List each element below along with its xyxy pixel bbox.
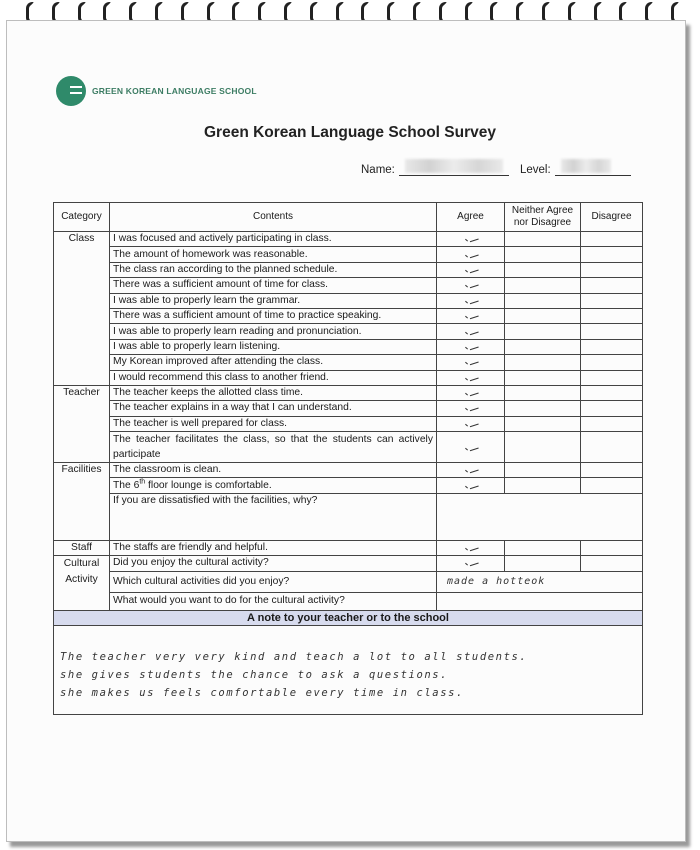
checkmark-icon bbox=[466, 235, 476, 241]
agree-cell[interactable] bbox=[437, 339, 505, 354]
table-row bbox=[54, 293, 643, 308]
neither-cell[interactable] bbox=[505, 556, 581, 571]
checkmark-icon bbox=[466, 466, 476, 472]
checkmark-icon bbox=[466, 297, 476, 303]
survey-title: Green Korean Language School Survey bbox=[204, 124, 496, 141]
level-field bbox=[520, 163, 631, 176]
header-row bbox=[54, 203, 643, 232]
answer-cell[interactable] bbox=[437, 571, 643, 592]
question-text: The teacher facilitates the class, so that the students can actively participate bbox=[110, 432, 437, 463]
level-label: Level: bbox=[520, 164, 551, 176]
agree-cell[interactable] bbox=[437, 324, 505, 339]
neither-cell[interactable] bbox=[505, 308, 581, 323]
table-row bbox=[54, 556, 643, 571]
checkmark-icon bbox=[466, 444, 476, 450]
disagree-header: Disagree bbox=[581, 203, 643, 232]
neither-cell[interactable] bbox=[505, 293, 581, 308]
question-text: I would recommend this class to another friend. bbox=[110, 370, 437, 385]
agree-cell[interactable] bbox=[437, 432, 505, 463]
table-row bbox=[54, 540, 643, 555]
name-label: Name: bbox=[361, 164, 395, 176]
disagree-cell[interactable] bbox=[581, 556, 643, 571]
disagree-cell[interactable] bbox=[581, 401, 643, 416]
question-text: If you are dissatisfied with the facilities, why? bbox=[110, 493, 437, 540]
agree-cell[interactable] bbox=[437, 308, 505, 323]
level-blank bbox=[555, 163, 631, 176]
neither-cell[interactable] bbox=[505, 478, 581, 493]
agree-cell[interactable] bbox=[437, 416, 505, 431]
disagree-cell[interactable] bbox=[581, 478, 643, 493]
agree-cell[interactable] bbox=[437, 232, 505, 247]
neither-cell[interactable] bbox=[505, 278, 581, 293]
disagree-cell[interactable] bbox=[581, 416, 643, 431]
neither-cell[interactable] bbox=[505, 355, 581, 370]
logo-icon bbox=[56, 76, 86, 106]
checkmark-icon bbox=[466, 404, 476, 410]
note-line: she gives students the chance to ask a questions. bbox=[60, 669, 449, 681]
name-field bbox=[361, 163, 509, 176]
table-row bbox=[54, 493, 643, 540]
handwritten-note bbox=[60, 648, 527, 702]
question-text: The classroom is clean. bbox=[110, 463, 437, 478]
checkmark-icon bbox=[466, 420, 476, 426]
question-text: My Korean improved after attending the class. bbox=[110, 355, 437, 370]
neither-cell[interactable] bbox=[505, 247, 581, 262]
neither-cell[interactable] bbox=[505, 232, 581, 247]
name-blank bbox=[399, 163, 509, 176]
disagree-cell[interactable] bbox=[581, 278, 643, 293]
checkmark-icon bbox=[466, 266, 476, 272]
logo-text: GREEN KOREAN LANGUAGE SCHOOL bbox=[92, 86, 257, 96]
agree-cell[interactable] bbox=[437, 556, 505, 571]
question-text: I was able to properly learn the grammar. bbox=[110, 293, 437, 308]
neither-cell[interactable] bbox=[505, 339, 581, 354]
question-text: The class ran according to the planned schedule. bbox=[110, 262, 437, 277]
disagree-cell[interactable] bbox=[581, 432, 643, 463]
note-title: A note to your teacher or to the school bbox=[54, 610, 643, 625]
table-row bbox=[54, 571, 643, 592]
disagree-cell[interactable] bbox=[581, 293, 643, 308]
checkmark-icon bbox=[466, 559, 476, 565]
table-row bbox=[54, 278, 643, 293]
neither-header: Neither Agree nor Disagree bbox=[505, 203, 581, 232]
question-text: The staffs are friendly and helpful. bbox=[110, 540, 437, 555]
checkmark-icon bbox=[466, 374, 476, 380]
disagree-cell[interactable] bbox=[581, 339, 643, 354]
checkmark-icon bbox=[466, 358, 476, 364]
category-teacher: Teacher bbox=[54, 385, 110, 462]
agree-cell[interactable] bbox=[437, 278, 505, 293]
agree-cell[interactable] bbox=[437, 370, 505, 385]
agree-cell[interactable] bbox=[437, 247, 505, 262]
checkmark-icon bbox=[466, 328, 476, 334]
disagree-cell[interactable] bbox=[581, 370, 643, 385]
table-row bbox=[54, 463, 643, 478]
neither-cell[interactable] bbox=[505, 401, 581, 416]
answer-cell[interactable] bbox=[437, 493, 643, 540]
category-class: Class bbox=[54, 232, 110, 386]
table-row bbox=[54, 324, 643, 339]
disagree-cell[interactable] bbox=[581, 324, 643, 339]
note-line: she makes us feels comfortable every time in class. bbox=[60, 687, 464, 699]
question-text: There was a sufficient amount of time for class. bbox=[110, 278, 437, 293]
question-text: The teacher is well prepared for class. bbox=[110, 416, 437, 431]
checkmark-icon bbox=[466, 251, 476, 257]
checkmark-icon bbox=[466, 389, 476, 395]
question-text: Did you enjoy the cultural activity? bbox=[110, 556, 437, 571]
table-row bbox=[54, 401, 643, 416]
agree-cell[interactable] bbox=[437, 355, 505, 370]
school-logo bbox=[56, 76, 257, 106]
note-header-row bbox=[54, 610, 643, 625]
table-row bbox=[54, 262, 643, 277]
note-line: The teacher very very kind and teach a lot to all students. bbox=[60, 651, 528, 663]
disagree-cell[interactable] bbox=[581, 540, 643, 555]
checkmark-icon bbox=[466, 312, 476, 318]
contents-header: Contents bbox=[110, 203, 437, 232]
table-row bbox=[54, 247, 643, 262]
table-row bbox=[54, 432, 643, 463]
disagree-cell[interactable] bbox=[581, 262, 643, 277]
question-text: I was able to properly learn reading and pronunciation. bbox=[110, 324, 437, 339]
agree-cell[interactable] bbox=[437, 262, 505, 277]
question-text: I was able to properly learn listening. bbox=[110, 339, 437, 354]
survey-table bbox=[53, 202, 643, 715]
checkmark-icon bbox=[466, 343, 476, 349]
category-header: Category bbox=[54, 203, 110, 232]
table-row bbox=[54, 232, 643, 247]
disagree-cell[interactable] bbox=[581, 385, 643, 400]
agree-header: Agree bbox=[437, 203, 505, 232]
question-text: The 6th floor lounge is comfortable. bbox=[110, 478, 437, 493]
handwritten-answer: made a hotteok bbox=[447, 575, 546, 587]
table-row bbox=[54, 355, 643, 370]
question-text: There was a sufficient amount of time to practice speaking. bbox=[110, 308, 437, 323]
question-text: What would you want to do for the cultural activity? bbox=[110, 592, 437, 610]
table-row bbox=[54, 339, 643, 354]
neither-cell[interactable] bbox=[505, 262, 581, 277]
table-row bbox=[54, 478, 643, 493]
disagree-cell[interactable] bbox=[581, 308, 643, 323]
table-row bbox=[54, 308, 643, 323]
category-facilities: Facilities bbox=[54, 463, 110, 541]
neither-cell[interactable] bbox=[505, 385, 581, 400]
question-text: I was focused and actively participating in class. bbox=[110, 232, 437, 247]
agree-cell[interactable] bbox=[437, 478, 505, 493]
table-row bbox=[54, 370, 643, 385]
disagree-cell[interactable] bbox=[581, 232, 643, 247]
category-staff: Staff bbox=[54, 540, 110, 555]
neither-cell[interactable] bbox=[505, 324, 581, 339]
question-text: Which cultural activities did you enjoy? bbox=[110, 571, 437, 592]
disagree-cell[interactable] bbox=[581, 355, 643, 370]
neither-cell[interactable] bbox=[505, 416, 581, 431]
question-text: The teacher explains in a way that I can understand. bbox=[110, 401, 437, 416]
neither-cell[interactable] bbox=[505, 432, 581, 463]
question-text: The amount of homework was reasonable. bbox=[110, 247, 437, 262]
neither-cell[interactable] bbox=[505, 463, 581, 478]
table-row bbox=[54, 385, 643, 400]
table-row bbox=[54, 416, 643, 431]
disagree-cell[interactable] bbox=[581, 463, 643, 478]
agree-cell[interactable] bbox=[437, 463, 505, 478]
neither-cell[interactable] bbox=[505, 540, 581, 555]
agree-cell[interactable] bbox=[437, 540, 505, 555]
disagree-cell[interactable] bbox=[581, 247, 643, 262]
checkmark-icon bbox=[466, 281, 476, 287]
table-row bbox=[54, 592, 643, 610]
agree-cell[interactable] bbox=[437, 293, 505, 308]
agree-cell[interactable] bbox=[437, 401, 505, 416]
category-cultural: Cultural Activity bbox=[54, 556, 110, 610]
neither-cell[interactable] bbox=[505, 370, 581, 385]
answer-cell[interactable] bbox=[437, 592, 643, 610]
agree-cell[interactable] bbox=[437, 385, 505, 400]
question-text: The teacher keeps the allotted class time. bbox=[110, 385, 437, 400]
checkmark-icon bbox=[466, 544, 476, 550]
checkmark-icon bbox=[466, 482, 476, 488]
